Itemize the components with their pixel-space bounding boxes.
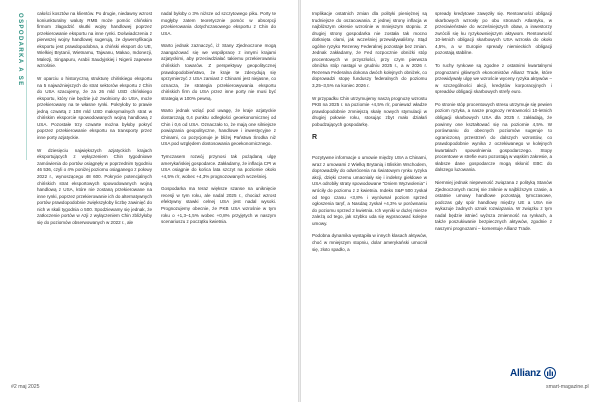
paragraph: całości kosztów na klientów. Po drugie, niedawny wzrost koniunkturalny waluty RMB może pomóc chińskim firmom złagodzić skutki wojny handlowej poprzez przekierowanie eksportu na inne rynki. Doświadczenia z pierwszej wojny handlowej sugerują, że dywersyfikacja eksportu jest prawdopodobna, a chiński eksport do UE, Wielkiej Brytanii, Wietnamu, Tajwanu, Makao, Indonezji, Malezji, Singapuru, Arabii Saudyjskiej i Nigerii zapewne wzrośnie. [37,11,152,69]
paragraph: Niemniej jednak niepewność związana z polityką Stanów Zjednoczonych raczej nie zniknie w najbliższym czasie, a ostatnie umowy handlowe pozostają tymczasowe, podczas gdy spór handlowy między UE a USA nie wykazuje żadnych oznak rozwiązania. W związku z tym nadal będzie istnieć wyższa zmienność na rynkach, a także poszukiwanie bezpiecznych aktywów, zgodnie z naszymi prognozami – komentuje Allianz Trade. [435,180,552,231]
site-folio: smart-magazine.pl [546,384,589,390]
paragraph: W dziesięciu największych azjatyckich krajach eksportujących z wyłączeniem Chin tygodniowe zamówienia do portów osiągnęły w poprzednim tygodniu 46 536, czyli o 4% poniżej poziomu osiąganego z połowy 2022 r., wynoszącego 48 600. Pokrycie potencjalnych chińskich strat eksportowych spowodowanych wojną handlową z USA, które nie zostaną przekierowane na inne rynki, poprzez przekierowanie ich do alternatywnych portów prawdopodobnie zwiększyłoby liczbę zawinięć do nich w skali tygodnia o 500. Spodziewamy się jednak, że zatłoczenie portów w Azji z wyłączeniem Chin zbliżyłoby się do poziomów obserwowanych w 2022 r., ale [37,147,152,225]
paragraph: W oparciu o historyczną strukturę chińskiego eksportu na 5 najważniejszych do strat sektorów eksportu z Chin do USA szacujemy, że za 26 mld USD chińskiego eksportu, który nie będzie już zwolniony do USA, może przekierowany na te własne rynki. Pokryłoby to prawie jedną czwartą z 108 mld USD maksymalnych strat w chińskim eksporcie spowodowanych wojną handlową z USA. Pozostałe trzy czwarte można byłoby pokryć poprzez przekierowanie eksportu na transporty przez inne porty azjatyckie. [37,76,152,141]
section-rail [10,10,24,160]
allianz-eagle-icon [544,367,556,379]
paragraph: Podobna dynamika wystąpiła w innych klasach aktywów, choć w mniejszym stopniu, dolar amerykański umocnił się, złoto spadło, a [312,233,427,252]
section-marker: R [312,133,318,141]
paragraph: Gospodarka ma teraz większe szanse na uniknięcie recesji w tym roku, ale nadal 2025 r., chociaż wzrost efektywny stawki celnej USA jest nadal wysoki. Prognozujemy obecnie, że PKB USA wzrośnie w tym roku o +1,3–1,5% wobec +0,8% przyjętych w naszym scenariuszu z początku kwietnia. [161,186,276,225]
paragraph: Warto jednak wziąć pod uwagę, że kraje azjatyckie dostarczają 0,4 punktu odległości geoekonomicznej od Chin i 0,6 od USA. Oznaczało to, że mają one silniejsze powiązania geopolityczne, handlowe i inwestycyjne z Chinami, co pozycjonuje je bliżej Państwa Środka niż USA pod względem dostosowania geoekonomicznego. [161,108,276,147]
paragraph: Warto jednak zaznaczyć, iż Stany Zjednoczone mogą zaangażować się we współpracę z innymi krajami azjatyckimi, aby przeciwdziałać takiemu przekierowaniu chińskich towarów. Z perspektywy geopolitycznej prawdopodobieństwo, że kraje te zdecydują się sprzymierzyć z USA zamiast z Chinami jest niejasne, co oznacza, że strategia przekierowywania eksportu chińskich firm do USA przez inne porty nie musi być strategią w 100% pewną. [161,43,276,101]
article-column-1 [37,11,152,233]
paragraph: Tymczasem rozwój przynosi tak pożądaną ulgę amerykańskiej gospodarce. Zakładamy, że inflacja CPI w USA osiągnie do końca lata szczyt na poziomie około +4,5% r/r, wobec +4,3% prognozowanych wcześniej. [161,153,276,179]
paragraph: To ruchy rynkowe są zgodne z ostatnimi kwartalnymi prognozami głównych ekonomistów Allianz Trade, które przewidywały ulgę we wzroście wyceny ryzyka aktywów – w szczególności akcji, kredytów korporacyjnych i spreadów obligacji skarbowych strefy euro. [435,63,552,95]
article-column-3 [312,11,427,259]
paragraph: nadal byłoby o 3% niższe od szczytowego piku. Porty te mogłyby zatem teoretycznie pomóc w absorpcji przekierowania dotychczasowego eksportu z Chin do USA. [161,11,276,36]
article-column-2 [161,11,276,232]
paragraph: Pozytywne informacje o umowie między USA a Chinami, wraz z umowami z Wielką Brytanią i Bliskim Wschodem, doprowadziły do odwrócenia na światowym rynku ryzyka akcji, dzięki czemu umacniały się i indeksy giełdowe w USA odrobiły straty spowodowane "Dniem Wyzwolenia" i wróciły do poziomu z 2 kwietnia. Indeks S&P 500 zyskał od tego czasu +3,8% i wyrównał poziom sprzed ogłoszenia taryf, a Nasdaq zyskał +4,3% w porównaniu do poziomu sprzed 2 kwietnia. Ich wyniki w dużej mierze zależą od tego, jak szybko uda się wypracować kolejne umowy. [312,155,427,226]
left-page [0,0,298,402]
paragraph: Implikacje ostatnich zmian dla polityki pieniężnej są trudniejsze do oszacowania. Z jednej strony inflacja w najbliższym okresie wzrośnie w mniejszym stopniu. Z drugiej strony gospodarka nie została tak mocno dotknięta cłami, jak wcześniej przewidywaliśmy. Stąd ogólne ryzyko Rezerwy Federalnej pozostaje bez zmian. Jednak zakładamy, że Fed rozpocznie obniżki stóp procentowych w przyszłości, przy czym pierwsza obniżka stóp nastąpi w grudniu 2025 r., a w 2026 r. Rezerwa Federalna dokona dwóch kolejnych obniżek, co doprowadzi stopę funduszy federalnych do poziomu 3,25–3,5% na koniec 2026 r. [312,11,427,89]
article-column-4 [435,11,552,239]
issue-folio: #2 maj 2025 [11,384,40,390]
paragraph: Po stronie stóp procentowych stresu utrzymuje się pewien poziom ryzyka, a nasze prognozy rentowności 10-letnich obligacji skarbowych USA dla 2025 r. zakładają, że powinny one kształtować się na poziomie 4,5%. W porównaniu do obecnych poziomów sugeruje to ograniczoną przestrzeń do dalszych wzrostów, co prawdopodobnie wynika z oczekiwanego w kolejnych kwartałach spowolnienia gospodarczego. Stopy procentowe w strefie euro pozostają w wąskim zakresie, a słabsze dane gospodarcze mogą skłonić EBC do dalszego luzowania. [435,101,553,173]
section-label: OSPODARKA A SE [17,13,23,87]
section-rail-line [26,20,27,160]
brand-name: Allianz [510,367,541,379]
paragraph: W przypadku Chin utrzymujemy naszą prognozę wzrostu PKB na 2025 r. na poziomie +4,5% r/r, ponieważ władze prawdopodobnie zmniejszą skalę nowych stymulacji w drugiej połowie roku, stosując zbyt mało działań pobudzających gospodarkę. [312,95,427,127]
paragraph: spready kredytowe zawęziły się. Rentowności obligacji skarbowych wzrosły po obu stronach Atlantyku, w przeciwieństwie do wcześniejszych obaw, a inwestorzy zwrócili się ku ryzykowniejszym aktywom. Rentowność 10-letnich obligacji skarbowych USA wzrosła do około 4,5%, a w Europie spready niemieckich obligacji pozostają stabilne. [435,11,552,56]
allianz-logo [510,367,556,379]
